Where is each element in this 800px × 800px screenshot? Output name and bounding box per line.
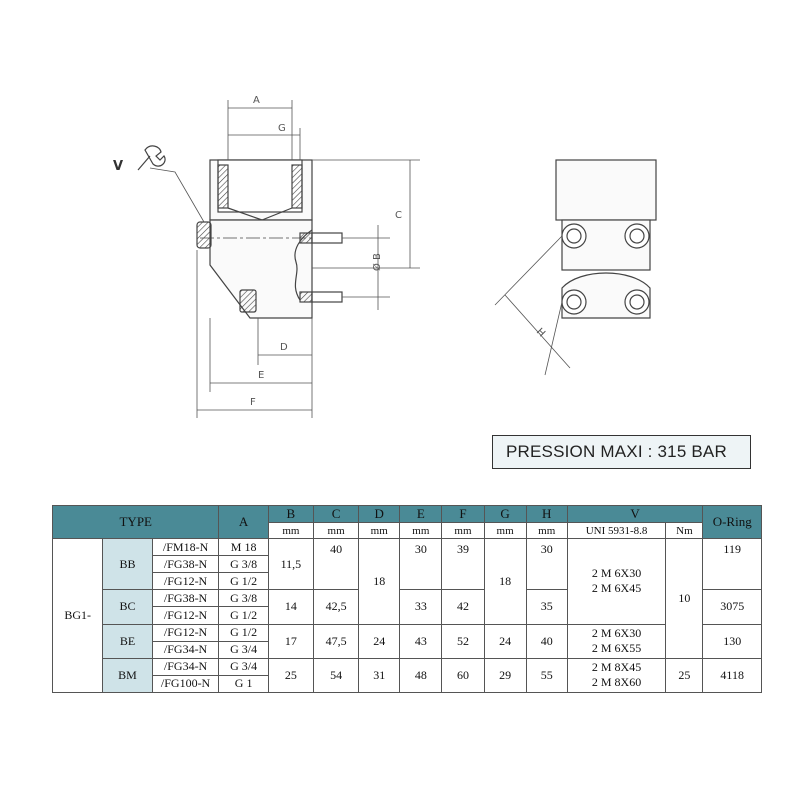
group-bb: BB bbox=[103, 539, 152, 590]
unit-mm: mm bbox=[268, 523, 313, 539]
type-cell: /FG34-N bbox=[152, 641, 219, 658]
nm-cell: 25 bbox=[666, 658, 703, 692]
unit-mm: mm bbox=[400, 523, 442, 539]
type-cell: /FG12-N bbox=[152, 607, 219, 624]
a-cell: G 3/4 bbox=[219, 641, 268, 658]
type-cell: /FM18-N bbox=[152, 539, 219, 556]
e-cell: 33 bbox=[400, 590, 442, 624]
a-cell: G 3/4 bbox=[219, 658, 268, 675]
oring-cell: 119 bbox=[703, 539, 762, 590]
front-view bbox=[556, 160, 656, 318]
header-g: G bbox=[484, 506, 526, 523]
unit-mm: mm bbox=[526, 523, 567, 539]
a-cell: M 18 bbox=[219, 539, 268, 556]
a-cell: G 3/8 bbox=[219, 556, 268, 573]
oring-cell: 3075 bbox=[703, 590, 762, 624]
v-cell bbox=[567, 539, 666, 624]
header-uni: UNI 5931-8.8 bbox=[567, 523, 666, 539]
d-cell: 31 bbox=[359, 658, 400, 692]
dim-label-a: A bbox=[253, 95, 260, 106]
v-cell bbox=[567, 658, 666, 692]
type-cell: /FG38-N bbox=[152, 556, 219, 573]
spec-table bbox=[52, 505, 762, 693]
h-cell: 55 bbox=[526, 658, 567, 692]
dim-label-e: E bbox=[258, 370, 265, 381]
dim-label-v: V bbox=[113, 159, 124, 174]
v-line-2: 2 M 8X60 bbox=[591, 675, 642, 690]
unit-mm: mm bbox=[484, 523, 526, 539]
f-cell: 60 bbox=[442, 658, 484, 692]
c-cell: 42,5 bbox=[313, 590, 358, 624]
g-cell: 24 bbox=[484, 624, 526, 658]
header-type: TYPE bbox=[53, 506, 219, 539]
h-cell: 30 bbox=[526, 539, 567, 590]
header-a: A bbox=[219, 506, 268, 539]
header-oring: O-Ring bbox=[703, 506, 762, 539]
d-cell: 24 bbox=[359, 624, 400, 658]
e-cell: 43 bbox=[400, 624, 442, 658]
type-cell: /FG38-N bbox=[152, 590, 219, 607]
max-pressure-box: PRESSION MAXI : 315 BAR bbox=[492, 435, 751, 469]
a-cell: G 1 bbox=[219, 675, 268, 692]
unit-mm: mm bbox=[359, 523, 400, 539]
dim-label-d: D bbox=[280, 342, 288, 353]
f-cell: 52 bbox=[442, 624, 484, 658]
type-cell: /FG34-N bbox=[152, 658, 219, 675]
a-cell: G 3/8 bbox=[219, 590, 268, 607]
c-cell: 40 bbox=[313, 539, 358, 590]
unit-mm: mm bbox=[313, 523, 358, 539]
group-bc: BC bbox=[103, 590, 152, 624]
oring-cell: 130 bbox=[703, 624, 762, 658]
side-view bbox=[197, 160, 342, 318]
header-v: V bbox=[567, 506, 703, 523]
dim-label-h: H bbox=[533, 326, 547, 340]
group-be: BE bbox=[103, 624, 152, 658]
header-f: F bbox=[442, 506, 484, 523]
header-h: H bbox=[526, 506, 567, 523]
b-cell: 11,5 bbox=[268, 539, 313, 590]
v-line-1: 2 M 8X45 bbox=[591, 660, 642, 675]
f-cell: 42 bbox=[442, 590, 484, 624]
e-cell: 30 bbox=[400, 539, 442, 590]
type-cell: /FG12-N bbox=[152, 573, 219, 590]
oring-cell: 4118 bbox=[703, 658, 762, 692]
g-cell: 18 bbox=[484, 539, 526, 624]
a-cell: G 1/2 bbox=[219, 607, 268, 624]
v-line-1: 2 M 6X30 bbox=[591, 566, 642, 581]
header-nm: Nm bbox=[666, 523, 703, 539]
v-line-2: 2 M 6X45 bbox=[591, 581, 642, 596]
c-cell: 54 bbox=[313, 658, 358, 692]
b-cell: 25 bbox=[268, 658, 313, 692]
header-c: C bbox=[313, 506, 358, 523]
v-cell bbox=[567, 624, 666, 658]
b-cell: 14 bbox=[268, 590, 313, 624]
header-d: D bbox=[359, 506, 400, 523]
dim-label-g: G bbox=[278, 123, 286, 134]
series-label: BG1- bbox=[53, 539, 103, 693]
wrench-icon bbox=[138, 146, 165, 170]
v-line-1: 2 M 6X30 bbox=[591, 626, 642, 641]
f-cell: 39 bbox=[442, 539, 484, 590]
g-cell: 29 bbox=[484, 658, 526, 692]
unit-mm: mm bbox=[442, 523, 484, 539]
d-cell: 18 bbox=[359, 539, 400, 624]
header-e: E bbox=[400, 506, 442, 523]
v-line-2: 2 M 6X55 bbox=[591, 641, 642, 656]
h-cell: 35 bbox=[526, 590, 567, 624]
a-cell: G 1/2 bbox=[219, 573, 268, 590]
group-bm: BM bbox=[103, 658, 152, 692]
header-b: B bbox=[268, 506, 313, 523]
type-cell: /FG12-N bbox=[152, 624, 219, 641]
dim-label-c: C bbox=[395, 210, 402, 221]
nm-cell: 10 bbox=[666, 539, 703, 659]
a-cell: G 1/2 bbox=[219, 624, 268, 641]
c-cell: 47,5 bbox=[313, 624, 358, 658]
h-cell: 40 bbox=[526, 624, 567, 658]
e-cell: 48 bbox=[400, 658, 442, 692]
dim-label-b: Ø B bbox=[372, 253, 383, 271]
dim-label-f: F bbox=[250, 397, 256, 408]
type-cell: /FG100-N bbox=[152, 675, 219, 692]
b-cell: 17 bbox=[268, 624, 313, 658]
